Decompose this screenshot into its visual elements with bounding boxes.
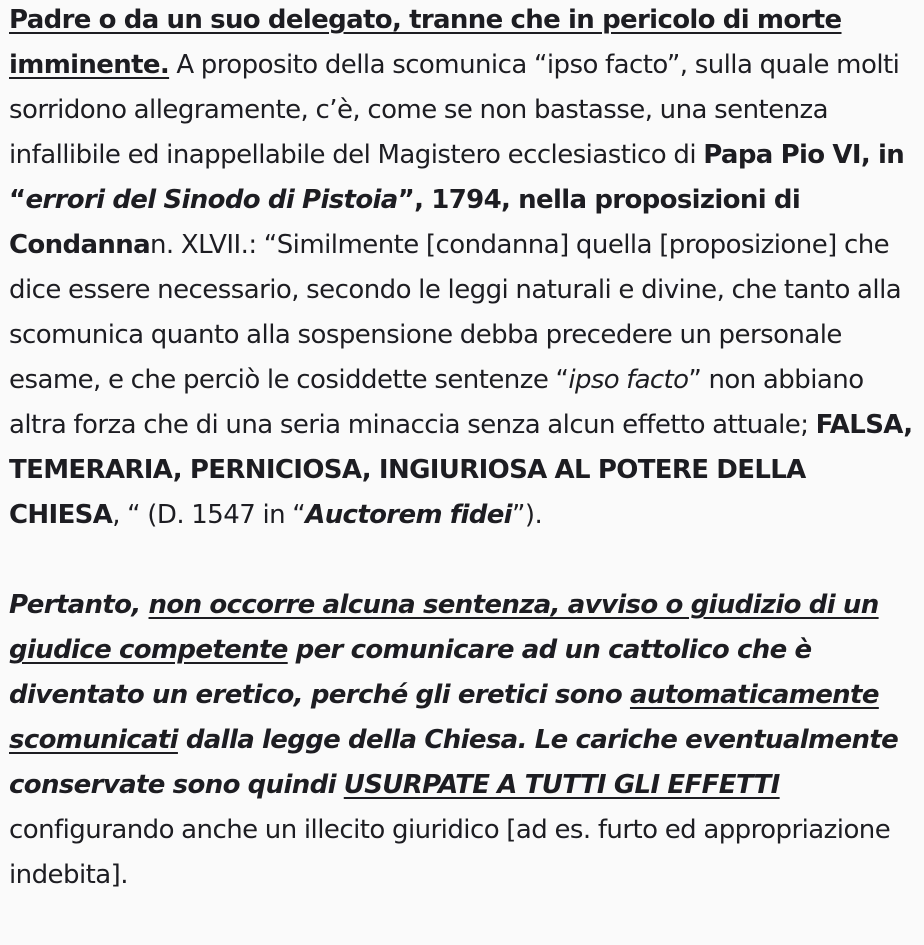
text-segment: dalla legge della Chiesa. Le cariche eventualmente conservate sono quindi bbox=[9, 725, 899, 800]
pope-citation: Papa Pio VI, in “ bbox=[9, 140, 905, 215]
text-segment: A proposito della scomunica “ipso facto”, sulla quale molti sorridono allegramente, c’è, come se non bastasse, una sentenza infallibile ed inappellabile del Magistero ecclesiastico di bbox=[9, 50, 900, 170]
quoted-proposition: n. XLVII.: “Similmente [condanna] quella [proposizione] che dice essere necessario, secondo le leggi naturali e divine, che tanto alla scomunica quanto alla sospensione debba precedere un personale esame, e che perciò le cosiddette sentenze “ bbox=[9, 230, 902, 395]
underlined-phrase: USURPATE A TUTTI GLI EFFETTI bbox=[343, 770, 780, 800]
underlined-phrase: non occorre alcuna sentenza, avviso o giudizio di un giudice competente bbox=[9, 590, 879, 665]
opening-bold-clause: Padre o da un suo delegato, tranne che in pericolo di morte imminente. bbox=[9, 5, 842, 80]
denzinger-reference: , “ (D. 1547 in “ bbox=[112, 500, 306, 530]
text-segment: ” non abbiano altra forza che di una seria minaccia senza alcun effetto attuale; bbox=[9, 365, 864, 440]
text-segment: ”). bbox=[511, 500, 543, 530]
text-segment: per comunicare ad un cattolico che è diventato un eretico, perché gli eretici sono bbox=[9, 635, 812, 710]
ipso-facto-term: ipso facto bbox=[568, 365, 689, 395]
underlined-phrase: automaticamente scomunicati bbox=[9, 680, 879, 755]
text-segment: configurando anche un illecito giuridico [ad es. furto ed appropriazione indebita]. bbox=[9, 815, 891, 890]
paragraph-pius-vi-condemnation bbox=[9, 0, 916, 538]
text-segment: Pertanto, bbox=[9, 590, 149, 620]
condemnation-heading: ”, 1794, nella proposizioni di Condanna bbox=[9, 185, 801, 260]
condemnation-verdict: FALSA, TEMERARIA, PERNICIOSA, INGIURIOSA AL POTERE DELLA CHIESA bbox=[9, 410, 913, 530]
synod-title: errori del Sinodo di Pistoia bbox=[25, 185, 398, 215]
paragraph-conclusion bbox=[9, 583, 916, 898]
auctorem-fidei-title: Auctorem fidei bbox=[305, 500, 512, 530]
